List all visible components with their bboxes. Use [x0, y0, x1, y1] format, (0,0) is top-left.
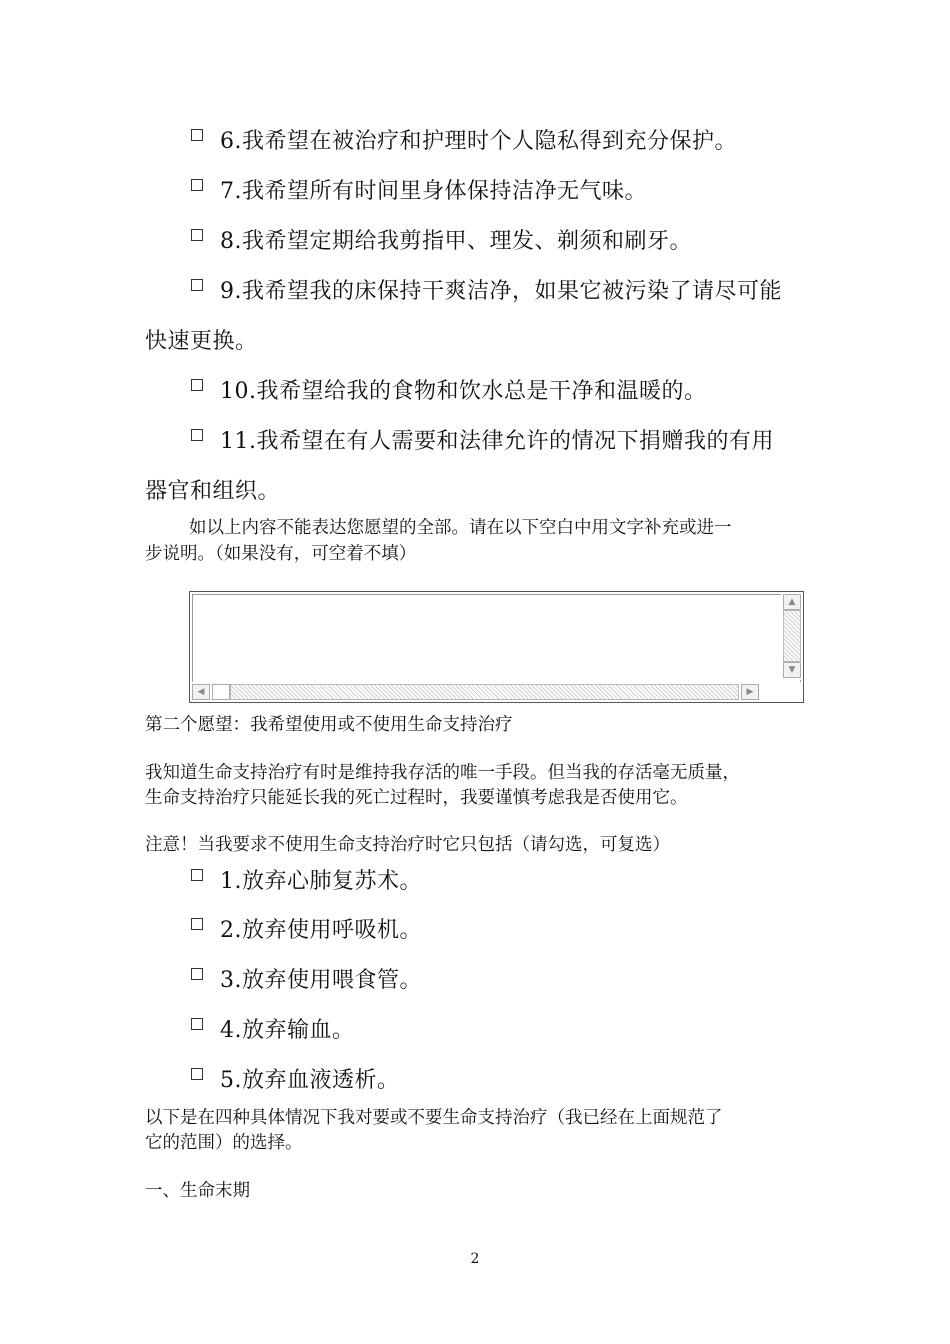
checkbox-item-7[interactable] — [191, 179, 203, 191]
checkbox-item-10[interactable] — [191, 379, 203, 391]
item-7-text: 7.我希望所有时间里身体保持洁净无气味。 — [220, 179, 647, 204]
checkbox-option-4[interactable] — [191, 1018, 203, 1030]
second-wish-desc-2: 生命支持治疗只能延长我的死亡过程时，我要谨慎考虑我是否使用它。 — [145, 788, 688, 808]
checkbox-option-5[interactable] — [191, 1068, 203, 1080]
option-5-text: 5.放弃血液透析。 — [220, 1068, 400, 1093]
note-line-1: 如以上内容不能表达您愿望的全部。请在以下空白中用文字补充或进一 — [189, 518, 732, 538]
second-wish-title: 第二个愿望：我希望使用或不使用生命支持治疗 — [145, 715, 513, 735]
option-4-text: 4.放弃输血。 — [220, 1018, 355, 1043]
section-one-heading: 一、生命末期 — [145, 1181, 250, 1201]
supplement-textarea[interactable] — [189, 591, 804, 703]
vertical-scrollbar[interactable] — [781, 592, 803, 680]
checkbox-option-1[interactable] — [191, 869, 203, 881]
scroll-down-icon[interactable]: ▼ — [783, 662, 801, 678]
checkbox-item-11[interactable] — [191, 429, 203, 441]
item-9-text-cont: 快速更换。 — [145, 329, 258, 354]
item-11-text: 11.我希望在有人需要和法律允许的情况下捐赠我的有用 — [220, 429, 774, 454]
option-2-text: 2.放弃使用呼吸机。 — [220, 918, 422, 943]
scroll-left-icon[interactable]: ◀ — [192, 684, 210, 700]
scroll-up-icon[interactable]: ▲ — [783, 594, 801, 610]
option-1-text: 1.放弃心肺复苏术。 — [220, 869, 422, 894]
checkbox-option-2[interactable] — [191, 918, 203, 930]
scroll-thumb[interactable] — [212, 684, 230, 700]
option-3-text: 3.放弃使用喂食管。 — [220, 968, 422, 993]
four-cases-line-2: 它的范围）的选择。 — [145, 1133, 303, 1153]
horizontal-scroll-track[interactable] — [230, 684, 739, 700]
note-line-2: 步说明。（如果没有，可空着不填） — [145, 544, 417, 564]
checkbox-item-8[interactable] — [191, 229, 203, 241]
scrollbar-corner — [781, 682, 803, 702]
page-number: 2 — [470, 1251, 480, 1267]
item-8-text: 8.我希望定期给我剪指甲、理发、剃须和刷牙。 — [220, 229, 692, 254]
second-wish-desc-1: 我知道生命支持治疗有时是维持我存活的唯一手段。但当我的存活毫无质量， — [145, 763, 740, 783]
second-wish-notice: 注意！当我要求不使用生命支持治疗时它只包括（请勾选，可复选） — [145, 835, 670, 855]
checkbox-item-6[interactable] — [191, 129, 203, 141]
item-11-text-cont: 器官和组织。 — [145, 479, 281, 504]
checkbox-item-9[interactable] — [191, 279, 203, 291]
horizontal-scrollbar[interactable] — [190, 682, 781, 702]
item-6-text: 6.我希望在被治疗和护理时个人隐私得到充分保护。 — [220, 129, 737, 154]
checkbox-option-3[interactable] — [191, 968, 203, 980]
item-9-text: 9.我希望我的床保持干爽洁净，如果它被污染了请尽可能 — [220, 279, 782, 304]
vertical-scroll-track[interactable] — [783, 610, 801, 662]
four-cases-line-1: 以下是在四种具体情况下我对要或不要生命支持治疗（我已经在上面规范了 — [145, 1108, 723, 1128]
item-10-text: 10.我希望给我的食物和饮水总是干净和温暖的。 — [220, 379, 707, 404]
scroll-right-icon[interactable]: ▶ — [741, 684, 759, 700]
